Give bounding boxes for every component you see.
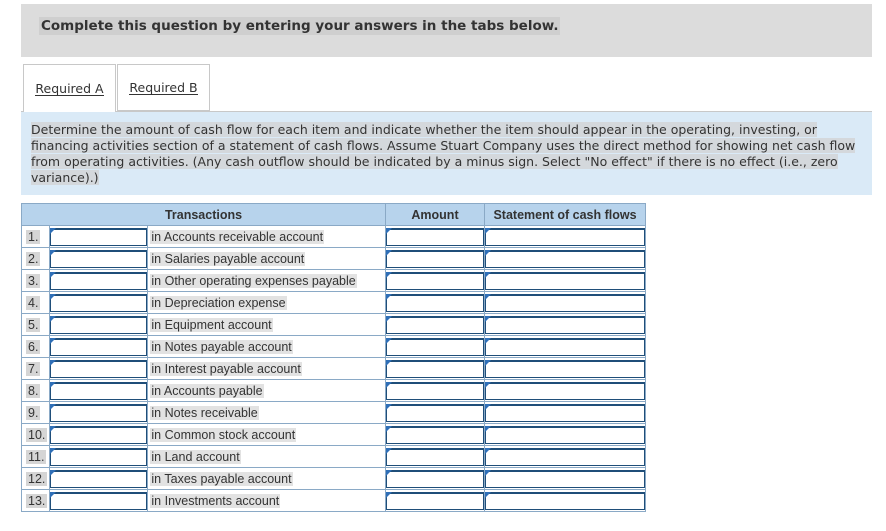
amount-cell — [386, 292, 485, 314]
row-number-cell — [22, 292, 50, 314]
transaction-desc-cell — [148, 468, 386, 490]
row-number: 5. — [28, 317, 39, 332]
table-row — [22, 358, 646, 380]
statement-cell — [485, 248, 646, 270]
amount-input[interactable] — [386, 360, 484, 378]
row-number-cell — [22, 314, 50, 336]
amount-input[interactable] — [386, 448, 484, 466]
transaction-desc-cell — [148, 446, 386, 468]
item-input[interactable] — [50, 228, 148, 246]
row-number-cell — [22, 336, 50, 358]
table-row — [22, 446, 646, 468]
statement-select[interactable] — [485, 492, 645, 510]
row-number: 9. — [28, 405, 39, 420]
table-row — [22, 270, 646, 292]
col-header-transactions: Transactions — [22, 204, 386, 226]
amount-cell — [386, 248, 485, 270]
transaction-desc-cell — [148, 248, 386, 270]
amount-cell — [386, 358, 485, 380]
item-input[interactable] — [50, 294, 148, 312]
amount-input[interactable] — [386, 294, 484, 312]
transaction-desc: in Land account — [151, 449, 240, 464]
item-input[interactable] — [50, 250, 148, 268]
header-prompt: Complete this question by entering your answers in the tabs below. — [41, 18, 559, 34]
statement-select[interactable] — [485, 382, 645, 400]
amount-input[interactable] — [386, 426, 484, 444]
question-header — [21, 4, 872, 57]
item-input-cell — [49, 292, 148, 314]
table-header-row — [22, 204, 646, 226]
transaction-desc: in Accounts receivable account — [151, 229, 324, 244]
answer-table — [21, 203, 646, 512]
item-input[interactable] — [50, 316, 148, 334]
row-number-cell — [22, 446, 50, 468]
amount-input[interactable] — [386, 228, 484, 246]
item-input[interactable] — [50, 360, 148, 378]
table-row — [22, 490, 646, 512]
item-input-cell — [49, 446, 148, 468]
item-input-cell — [49, 314, 148, 336]
amount-cell — [386, 380, 485, 402]
row-number-cell — [22, 380, 50, 402]
amount-input[interactable] — [386, 404, 484, 422]
amount-input[interactable] — [386, 272, 484, 290]
amount-cell — [386, 336, 485, 358]
row-number-cell — [22, 424, 50, 446]
item-input[interactable] — [50, 404, 148, 422]
statement-cell — [485, 292, 646, 314]
item-input-cell — [49, 358, 148, 380]
statement-cell — [485, 402, 646, 424]
statement-select[interactable] — [485, 316, 645, 334]
item-input[interactable] — [50, 448, 148, 466]
transaction-desc: in Notes receivable — [151, 405, 258, 420]
statement-cell — [485, 446, 646, 468]
transaction-desc-cell — [148, 226, 386, 248]
statement-cell — [485, 336, 646, 358]
item-input-cell — [49, 248, 148, 270]
item-input-cell — [49, 424, 148, 446]
statement-select[interactable] — [485, 294, 645, 312]
tab-required-a[interactable] — [23, 64, 116, 112]
row-number-cell — [22, 490, 50, 512]
statement-cell — [485, 424, 646, 446]
col-header-amount: Amount — [386, 204, 485, 226]
transaction-desc-cell — [148, 402, 386, 424]
statement-cell — [485, 226, 646, 248]
row-number: 10. — [28, 427, 46, 442]
table-row — [22, 336, 646, 358]
item-input-cell — [49, 402, 148, 424]
item-input[interactable] — [50, 426, 148, 444]
col-header-statement: Statement of cash flows — [485, 204, 646, 226]
tab-required-b-label: Required B — [129, 79, 198, 95]
row-number: 7. — [28, 361, 39, 376]
row-number: 3. — [28, 273, 39, 288]
row-number-cell — [22, 468, 50, 490]
statement-cell — [485, 358, 646, 380]
item-input[interactable] — [50, 338, 148, 356]
statement-select[interactable] — [485, 426, 645, 444]
transaction-desc: in Notes payable account — [151, 339, 292, 354]
amount-input[interactable] — [386, 470, 484, 488]
statement-cell — [485, 490, 646, 512]
amount-input[interactable] — [386, 316, 484, 334]
item-input-cell — [49, 336, 148, 358]
amount-cell — [386, 424, 485, 446]
amount-input[interactable] — [386, 382, 484, 400]
statement-select[interactable] — [485, 470, 645, 488]
statement-select[interactable] — [485, 272, 645, 290]
transaction-desc: in Depreciation expense — [151, 295, 286, 310]
row-number-cell — [22, 226, 50, 248]
transaction-desc: in Accounts payable — [151, 383, 263, 398]
transaction-desc-cell — [148, 270, 386, 292]
table-row — [22, 292, 646, 314]
row-number: 8. — [28, 383, 39, 398]
transaction-desc-cell — [148, 424, 386, 446]
transaction-desc-cell — [148, 336, 386, 358]
statement-cell — [485, 270, 646, 292]
transaction-desc-cell — [148, 358, 386, 380]
amount-input[interactable] — [386, 338, 484, 356]
statement-select[interactable] — [485, 228, 645, 246]
row-number: 11. — [28, 449, 45, 464]
item-input-cell — [49, 226, 148, 248]
transaction-desc: in Investments account — [151, 493, 280, 508]
item-input[interactable] — [50, 272, 148, 290]
transaction-desc: in Taxes payable account — [151, 471, 292, 486]
table-row — [22, 226, 646, 248]
transaction-desc: in Equipment account — [151, 317, 272, 332]
row-number: 1. — [28, 229, 39, 244]
item-input[interactable] — [50, 470, 148, 488]
tab-required-b[interactable] — [117, 64, 210, 111]
transaction-desc: in Common stock account — [151, 427, 296, 442]
item-input[interactable] — [50, 492, 148, 510]
row-number: 12. — [28, 471, 46, 486]
table-row — [22, 314, 646, 336]
row-number: 2. — [28, 251, 39, 266]
statement-cell — [485, 468, 646, 490]
statement-select[interactable] — [485, 360, 645, 378]
row-number-cell — [22, 270, 50, 292]
item-input[interactable] — [50, 382, 148, 400]
transaction-desc: in Other operating expenses payable — [151, 273, 356, 288]
row-number-cell — [22, 248, 50, 270]
row-number-cell — [22, 402, 50, 424]
amount-input[interactable] — [386, 492, 484, 510]
item-input-cell — [49, 270, 148, 292]
transaction-desc-cell — [148, 490, 386, 512]
instructions-panel — [21, 112, 872, 195]
transaction-desc-cell — [148, 380, 386, 402]
row-number: 6. — [28, 339, 39, 354]
transaction-desc: in Salaries payable account — [151, 251, 305, 266]
statement-cell — [485, 314, 646, 336]
item-input-cell — [49, 380, 148, 402]
statement-cell — [485, 380, 646, 402]
item-input-cell — [49, 490, 148, 512]
amount-cell — [386, 402, 485, 424]
amount-cell — [386, 270, 485, 292]
transaction-desc-cell — [148, 314, 386, 336]
instructions-text: Determine the amount of cash flow for each item and indicate whether the item should appear in the operating, investing, or financing activities section of a statement of cash flows. Assume Stuart Company uses the direct method for showing net cash flow from operating activities. (Any cash outflow should be indicated by a minus sign. Select "No effect" if there is no effect (i.e., zero variance).) — [31, 122, 856, 185]
tab-required-a-label: Required A — [35, 80, 104, 96]
amount-cell — [386, 490, 485, 512]
table-row — [22, 402, 646, 424]
item-input-cell — [49, 468, 148, 490]
amount-cell — [386, 468, 485, 490]
amount-cell — [386, 446, 485, 468]
table-row — [22, 248, 646, 270]
amount-input[interactable] — [386, 250, 484, 268]
amount-cell — [386, 314, 485, 336]
row-number: 4. — [28, 295, 39, 310]
statement-select[interactable] — [485, 404, 645, 422]
transaction-desc-cell — [148, 292, 386, 314]
statement-select[interactable] — [485, 250, 645, 268]
table-row — [22, 424, 646, 446]
row-number-cell — [22, 358, 50, 380]
table-row — [22, 468, 646, 490]
amount-cell — [386, 226, 485, 248]
table-row — [22, 380, 646, 402]
table-body — [22, 226, 646, 512]
statement-select[interactable] — [485, 338, 645, 356]
row-number: 13. — [28, 493, 46, 508]
transaction-desc: in Interest payable account — [151, 361, 301, 376]
statement-select[interactable] — [485, 448, 645, 466]
